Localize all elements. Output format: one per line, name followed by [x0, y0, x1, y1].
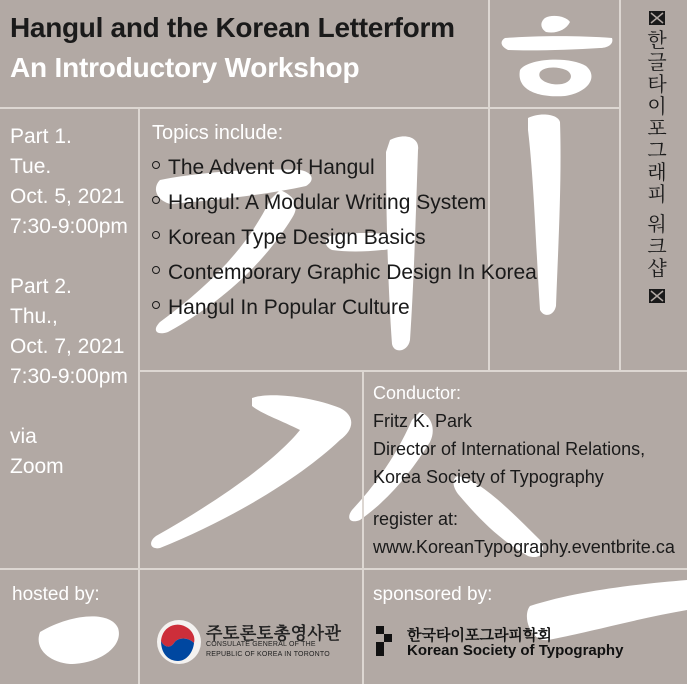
schedule-line [10, 242, 128, 272]
schedule-line: 7:30-9:00pm [10, 365, 128, 388]
vertical-korean-title [637, 8, 677, 308]
topic-label: Contemporary Graphic Design In Korea [168, 261, 537, 284]
vertical-char: 포 [647, 118, 667, 140]
schedule-line: 7:30-9:00pm [10, 215, 128, 238]
schedule-line: Oct. 5, 2021 [10, 185, 125, 208]
brush-stroke-curve-left [151, 395, 351, 548]
topics-list [152, 150, 537, 325]
schedule-line: Part 2. [10, 275, 72, 298]
brush-stroke-dot-bottom [39, 616, 119, 664]
consulate-korean-name: 주토론토총영사관 [206, 624, 342, 643]
grid-line-v4 [619, 0, 621, 370]
schedule-line: via [10, 425, 37, 448]
vertical-char: 샵 [647, 258, 667, 280]
register-link[interactable]: www.KoreanTypography.eventbrite.ca [373, 537, 675, 557]
brush-stroke-h-top [541, 16, 570, 33]
topic-item [152, 220, 537, 255]
topic-label: The Advent Of Hangul [168, 156, 375, 179]
vertical-char: 한 [647, 30, 667, 52]
bullet-icon [152, 161, 160, 169]
topic-label: Hangul: A Modular Writing System [168, 191, 487, 214]
sponsor-english-name: Korean Society of Typography [407, 642, 624, 659]
bullet-icon [152, 231, 160, 239]
vertical-char: 래 [647, 162, 667, 184]
vertical-char: 그 [647, 140, 667, 162]
topic-label: Hangul In Popular Culture [168, 296, 410, 319]
schedule-line: Thu., [10, 305, 58, 328]
bullet-icon [152, 196, 160, 204]
schedule [10, 122, 128, 482]
schedule-line [10, 392, 128, 422]
topic-label: Korean Type Design Basics [168, 226, 426, 249]
schedule-line: Zoom [10, 455, 64, 478]
poster-title: Hangul and the Korean Letterform [10, 12, 455, 43]
register-label: register at: [373, 509, 459, 529]
vertical-char: 타 [647, 74, 667, 96]
kst-logo-icon [374, 624, 396, 658]
bullet-icon [152, 266, 160, 274]
vertical-char: 워 [647, 214, 667, 236]
topic-item [152, 185, 537, 220]
topics-heading: Topics include: [152, 122, 284, 144]
conductor-block [373, 379, 675, 561]
grid-line-v2 [362, 371, 364, 684]
brush-stroke-h-ring [520, 60, 592, 97]
grid-line-h1 [0, 107, 619, 109]
grid-line-h2 [139, 370, 687, 372]
brush-stroke-h-bar [502, 36, 613, 50]
consulate-emblem-icon [156, 619, 202, 665]
topic-item [152, 290, 537, 325]
topic-item [152, 150, 537, 185]
poster-subtitle: An Introductory Workshop [10, 52, 360, 83]
pattern-icon-bottom [637, 286, 677, 308]
pattern-icon-top [637, 8, 677, 30]
schedule-line: Part 1. [10, 125, 72, 148]
hosted-by-label: hosted by: [12, 584, 100, 605]
conductor-role: Director of International Relations, [373, 439, 646, 459]
consulate-english-line2: REPUBLIC OF KOREA IN TORONTO [206, 651, 330, 658]
sponsor-korean-name: 한국타이포그라피학회 [407, 627, 552, 644]
conductor-org: Korea Society of Typography [373, 467, 604, 487]
topic-item [152, 255, 537, 290]
consulate-english-line1: CONSULATE GENERAL OF THE [206, 641, 316, 648]
vertical-char: 크 [647, 236, 667, 258]
bullet-icon [152, 301, 160, 309]
grid-line-v1 [138, 108, 140, 684]
vertical-char: 글 [647, 52, 667, 74]
conductor-label: Conductor: [373, 383, 462, 403]
vertical-char: 피 [647, 184, 667, 206]
grid-line-h3 [0, 568, 687, 570]
sponsored-by-label: sponsored by: [373, 584, 493, 605]
vertical-char: 이 [647, 96, 667, 118]
conductor-name: Fritz K. Park [373, 411, 473, 431]
schedule-line: Tue. [10, 155, 52, 178]
schedule-line: Oct. 7, 2021 [10, 335, 125, 358]
